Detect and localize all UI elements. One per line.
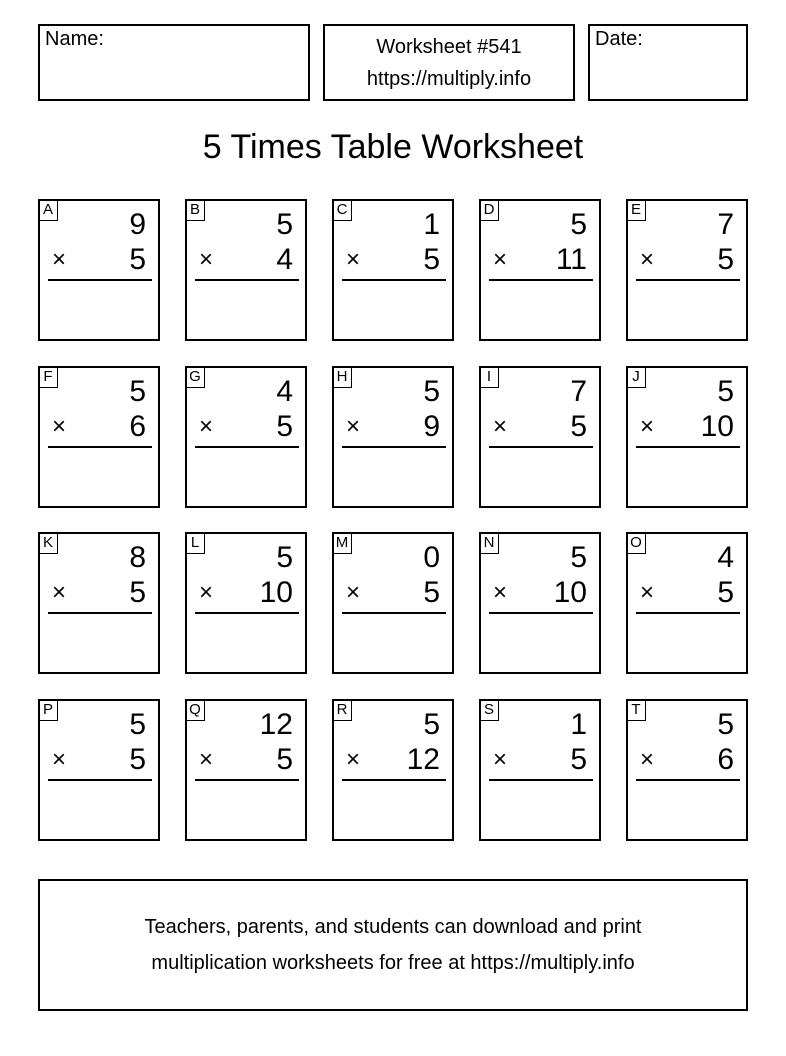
answer-line — [342, 779, 446, 781]
problem-card[interactable] — [332, 532, 454, 674]
problem-card[interactable] — [479, 366, 601, 508]
multiplicand: 5 — [570, 208, 587, 241]
problem-letter: J — [626, 366, 646, 388]
worksheet-info-box — [323, 24, 575, 101]
multiplicand: 4 — [276, 375, 293, 408]
date-box[interactable] — [588, 24, 748, 101]
answer-line — [48, 612, 152, 614]
multiplicand: 5 — [276, 541, 293, 574]
answer-line — [636, 612, 740, 614]
multiplicand: 1 — [570, 708, 587, 741]
times-sign: × — [199, 746, 214, 773]
problem-letter: A — [38, 199, 58, 221]
multiplier: 5 — [570, 410, 587, 443]
times-sign: × — [52, 246, 67, 273]
times-sign: × — [640, 246, 655, 273]
multiplier: 4 — [276, 243, 293, 276]
footer-line-1: Teachers, parents, and students can download and print — [144, 916, 642, 938]
times-sign: × — [640, 746, 655, 773]
multiplier: 6 — [129, 410, 146, 443]
multiplier: 11 — [555, 243, 587, 276]
multiplier: 5 — [129, 243, 146, 276]
answer-line — [48, 279, 152, 281]
worksheet-id: Worksheet #541 — [376, 36, 522, 58]
times-sign: × — [52, 413, 67, 440]
multiplier: 5 — [570, 743, 587, 776]
problem-card[interactable] — [332, 366, 454, 508]
problem-card[interactable] — [626, 199, 748, 341]
multiplicand: 5 — [423, 708, 440, 741]
problem-letter: K — [38, 532, 58, 554]
problem-card[interactable] — [479, 699, 601, 841]
problem-letter: L — [185, 532, 205, 554]
times-sign: × — [199, 579, 214, 606]
problem-letter: S — [479, 699, 499, 721]
problem-letter: P — [38, 699, 58, 721]
problem-letter: B — [185, 199, 205, 221]
problem-letter: F — [38, 366, 58, 388]
problem-card[interactable] — [185, 199, 307, 341]
times-sign: × — [493, 246, 508, 273]
problem-card[interactable] — [38, 199, 160, 341]
multiplier: 10 — [553, 576, 587, 609]
answer-line — [195, 612, 299, 614]
multiplier: 10 — [700, 410, 734, 443]
name-box[interactable] — [38, 24, 310, 101]
multiplier: 10 — [259, 576, 293, 609]
answer-line — [636, 446, 740, 448]
page-title: 5 Times Table Worksheet — [202, 128, 584, 166]
multiplicand: 7 — [570, 375, 587, 408]
answer-line — [636, 279, 740, 281]
problem-card[interactable] — [626, 699, 748, 841]
worksheet-site: https://multiply.info — [366, 68, 532, 90]
answer-line — [636, 779, 740, 781]
problem-letter: E — [626, 199, 646, 221]
multiplicand: 7 — [717, 208, 734, 241]
multiplier: 5 — [276, 743, 293, 776]
answer-line — [195, 446, 299, 448]
problem-letter: G — [185, 366, 205, 388]
times-sign: × — [346, 746, 361, 773]
footer-line-2: multiplication worksheets for free at https://multiply.info — [151, 952, 635, 974]
problem-letter: N — [479, 532, 499, 554]
multiplicand: 5 — [423, 375, 440, 408]
answer-line — [195, 779, 299, 781]
multiplicand: 5 — [276, 208, 293, 241]
problem-card[interactable] — [185, 532, 307, 674]
multiplicand: 5 — [129, 708, 146, 741]
answer-line — [48, 779, 152, 781]
multiplier: 12 — [406, 743, 440, 776]
problem-letter: H — [332, 366, 352, 388]
problem-letter: C — [332, 199, 352, 221]
answer-line — [489, 279, 593, 281]
problem-letter: Q — [185, 699, 205, 721]
multiplier: 5 — [717, 576, 734, 609]
times-sign: × — [346, 246, 361, 273]
date-label: Date: — [595, 28, 643, 50]
problem-letter: D — [479, 199, 499, 221]
answer-line — [195, 279, 299, 281]
times-sign: × — [493, 746, 508, 773]
times-sign: × — [199, 246, 214, 273]
answer-line — [489, 779, 593, 781]
multiplier: 5 — [423, 243, 440, 276]
problem-letter: M — [332, 532, 352, 554]
footer-box — [38, 879, 748, 1011]
multiplicand: 9 — [129, 208, 146, 241]
times-sign: × — [199, 413, 214, 440]
answer-line — [342, 612, 446, 614]
problem-letter: O — [626, 532, 646, 554]
problem-letter: I — [479, 366, 499, 388]
name-label: Name: — [45, 28, 104, 50]
multiplier: 5 — [129, 743, 146, 776]
multiplicand: 1 — [423, 208, 440, 241]
times-sign: × — [346, 579, 361, 606]
multiplicand: 5 — [717, 375, 734, 408]
problem-card[interactable] — [38, 532, 160, 674]
multiplicand: 5 — [717, 708, 734, 741]
multiplicand: 8 — [129, 541, 146, 574]
answer-line — [489, 446, 593, 448]
problem-card[interactable] — [626, 366, 748, 508]
times-sign: × — [640, 413, 655, 440]
multiplier: 5 — [276, 410, 293, 443]
problem-card[interactable] — [38, 366, 160, 508]
problem-card[interactable] — [185, 699, 307, 841]
multiplier: 5 — [717, 243, 734, 276]
multiplier: 6 — [717, 743, 734, 776]
problem-card[interactable] — [479, 199, 601, 341]
multiplier: 5 — [129, 576, 146, 609]
times-sign: × — [52, 746, 67, 773]
problem-card[interactable] — [332, 199, 454, 341]
times-sign: × — [52, 579, 67, 606]
answer-line — [48, 446, 152, 448]
problem-card[interactable] — [626, 532, 748, 674]
multiplier: 9 — [423, 410, 440, 443]
problem-letter: T — [626, 699, 646, 721]
times-sign: × — [493, 413, 508, 440]
problem-card[interactable] — [38, 699, 160, 841]
problem-letter: R — [332, 699, 352, 721]
multiplicand: 0 — [423, 541, 440, 574]
multiplicand: 5 — [570, 541, 587, 574]
times-sign: × — [640, 579, 655, 606]
multiplicand: 5 — [129, 375, 146, 408]
problem-card[interactable] — [332, 699, 454, 841]
times-sign: × — [493, 579, 508, 606]
answer-line — [489, 612, 593, 614]
multiplicand: 4 — [717, 541, 734, 574]
times-sign: × — [346, 413, 361, 440]
multiplier: 5 — [423, 576, 440, 609]
problem-card[interactable] — [185, 366, 307, 508]
multiplicand: 12 — [259, 708, 293, 741]
problem-card[interactable] — [479, 532, 601, 674]
answer-line — [342, 279, 446, 281]
answer-line — [342, 446, 446, 448]
